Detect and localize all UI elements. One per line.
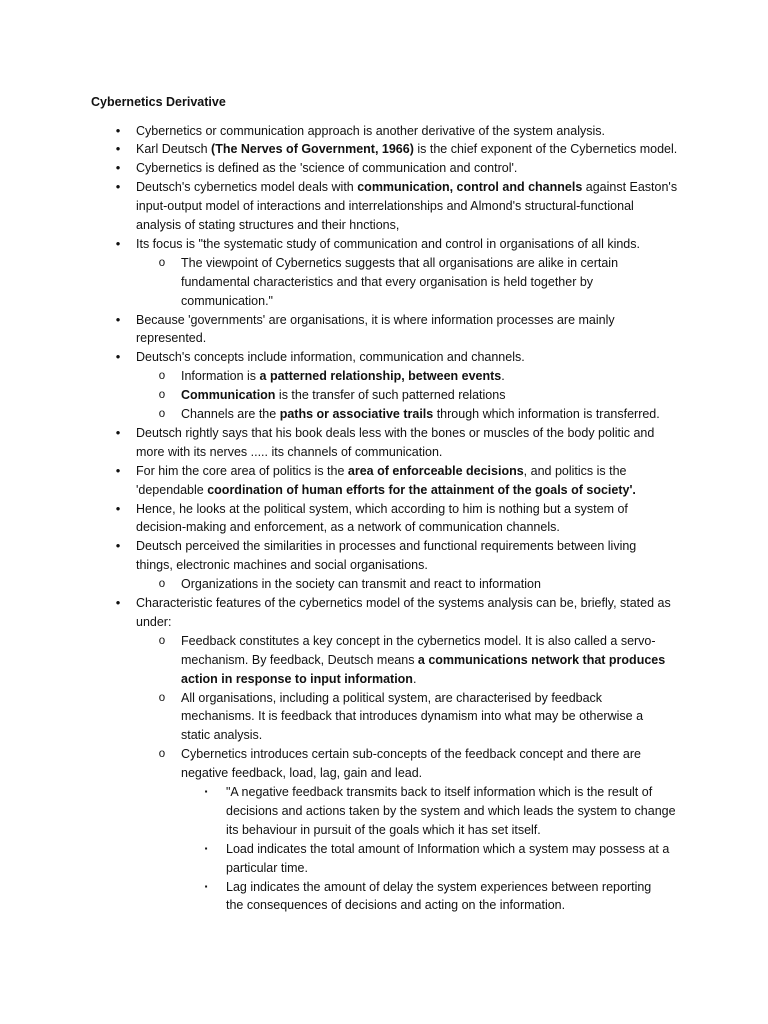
text-line	[136, 594, 671, 612]
list-marker: o	[158, 748, 166, 760]
bold-text: (The Nerves of Government, 1966)	[211, 142, 414, 156]
list-marker: •	[115, 538, 121, 553]
text-run: Cybernetics is defined as the 'science of communication and control'.	[136, 161, 518, 175]
bold-text: coordination of human efforts for the attainment of the goals of society'.	[207, 483, 636, 497]
text-line	[136, 443, 442, 461]
text-line	[136, 481, 636, 499]
list-marker: o	[158, 408, 166, 420]
text-run: mechanism. By feedback, Deutsch means	[181, 653, 418, 667]
list-marker: o	[158, 389, 166, 401]
list-marker: o	[158, 578, 166, 590]
text-line	[181, 575, 541, 593]
text-run: Organizations in the society can transmit and react to information	[181, 577, 541, 591]
text-run: Characteristic features of the cybernetics model of the systems analysis can be, briefly, stated as	[136, 596, 671, 610]
text-line	[181, 726, 262, 744]
text-run: Deutsch rightly says that his book deals less with the bones or muscles of the body politic and	[136, 426, 655, 440]
text-run: decisions and actions taken by the system and which leads the system to change	[226, 804, 676, 818]
text-run: Information is	[181, 369, 260, 383]
text-run: Because 'governments' are organisations, it is where information processes are mainly	[136, 313, 615, 327]
bold-text: Communication	[181, 388, 276, 402]
text-line	[181, 292, 273, 310]
text-run: under:	[136, 615, 172, 629]
text-line	[136, 556, 428, 574]
text-line	[226, 878, 651, 896]
text-line	[226, 859, 308, 877]
text-run: things, electronic machines and social organisations.	[136, 558, 428, 572]
text-line	[136, 613, 171, 631]
list-marker: •	[115, 160, 121, 175]
text-run: Deutsch perceived the similarities in processes and functional requirements between living	[136, 539, 637, 553]
text-line	[136, 500, 628, 518]
text-run: Its focus is "the systematic study of communication and control in organisations of all kinds.	[136, 237, 640, 251]
list-marker: •	[115, 501, 121, 516]
text-run: represented.	[136, 331, 207, 345]
text-line	[136, 537, 636, 555]
text-run: analysis of stating structures and their hnctions,	[136, 218, 400, 232]
text-line	[181, 632, 656, 650]
list-marker: •	[115, 595, 121, 610]
list-marker: •	[115, 236, 121, 251]
text-run: input-output model of interactions and interrelationships and Almond's structural-functional	[136, 199, 634, 213]
text-line	[136, 462, 627, 480]
list-marker: •	[115, 123, 121, 138]
bold-text: communication, control and channels	[357, 180, 583, 194]
bold-text: paths or associative trails	[279, 407, 434, 421]
text-line	[181, 254, 618, 272]
text-run: The viewpoint of Cybernetics suggests that all organisations are alike in certain	[181, 256, 619, 270]
text-line	[136, 348, 525, 366]
text-run: Cybernetics or communication approach is another derivative of the system analysis.	[136, 124, 605, 138]
text-line	[181, 707, 643, 725]
bold-text: action in response to input information	[181, 672, 413, 686]
text-line	[226, 840, 669, 858]
list-marker: o	[158, 692, 166, 704]
text-line	[181, 386, 505, 404]
text-run: Feedback constitutes a key concept in the cybernetics model. It is also called a servo-	[181, 634, 656, 648]
list-marker: •	[115, 425, 121, 440]
text-run: its behaviour in pursuit of the goals which it has set itself.	[226, 823, 541, 837]
list-marker: ▪	[204, 787, 208, 796]
list-marker: o	[158, 257, 166, 269]
text-line	[136, 518, 560, 536]
document-title: Cybernetics Derivative	[91, 95, 226, 109]
text-run: Karl Deutsch	[136, 142, 212, 156]
text-run: decision-making and enforcement, as a network of communication channels.	[136, 520, 560, 534]
text-line	[226, 802, 676, 820]
text-run: negative feedback, load, lag, gain and lead.	[181, 766, 423, 780]
text-run: For him the core area of politics is the	[136, 464, 348, 478]
list-marker: •	[115, 312, 121, 327]
text-run: against Easton's	[582, 180, 678, 194]
text-run: communication."	[181, 294, 273, 308]
text-run: static analysis.	[181, 728, 263, 742]
text-line	[226, 783, 652, 801]
text-line	[136, 122, 605, 140]
list-marker: •	[115, 141, 121, 156]
text-run: is the transfer of such patterned relations	[275, 388, 506, 402]
text-run: All organisations, including a political system, are characterised by feedback	[181, 691, 603, 705]
text-run: .	[501, 369, 505, 383]
text-line	[136, 178, 677, 196]
list-marker: ▪	[204, 844, 208, 853]
text-run: "A negative feedback transmits back to itself information which is the result of	[226, 785, 653, 799]
text-run: is the chief exponent of the Cybernetics model.	[413, 142, 678, 156]
text-run: Deutsch's cybernetics model deals with	[136, 180, 358, 194]
text-run: 'dependable	[136, 483, 208, 497]
text-run: particular time.	[226, 861, 308, 875]
list-marker: o	[158, 370, 166, 382]
text-run: through which information is transferred.	[433, 407, 660, 421]
list-marker: •	[115, 349, 121, 364]
text-line	[136, 235, 640, 253]
text-line	[136, 159, 517, 177]
text-line	[181, 367, 505, 385]
text-run: mechanisms. It is feedback that introduces dynamism into what may be otherwise a	[181, 709, 644, 723]
text-line	[136, 311, 615, 329]
text-run: fundamental characteristics and that every organisation is held together by	[181, 275, 594, 289]
text-line	[136, 329, 206, 347]
text-line	[226, 821, 541, 839]
bold-text: a communications network that produces	[417, 653, 666, 667]
text-run: Channels are the	[181, 407, 280, 421]
text-line	[136, 197, 634, 215]
text-line	[181, 689, 602, 707]
text-run: Cybernetics introduces certain sub-concepts of the feedback concept and there are	[181, 747, 641, 761]
text-run: Lag indicates the amount of delay the system experiences between reporting	[226, 880, 652, 894]
bold-text: area of enforceable decisions	[347, 464, 524, 478]
text-run: more with its nerves ..... its channels of communication.	[136, 445, 443, 459]
list-marker: •	[115, 463, 121, 478]
text-run: the consequences of decisions and acting on the information.	[226, 898, 566, 912]
text-run: Hence, he looks at the political system, which according to him is nothing but a system of	[136, 502, 628, 516]
text-run: Load indicates the total amount of Information which a system may possess at a	[226, 842, 670, 856]
text-run: .	[412, 672, 417, 686]
text-line	[181, 764, 422, 782]
bold-text: a patterned relationship, between events	[259, 369, 502, 383]
list-marker: •	[115, 179, 121, 194]
text-line	[181, 670, 416, 688]
text-line	[181, 745, 641, 763]
text-line	[181, 405, 660, 423]
text-line	[136, 216, 399, 234]
list-marker: o	[158, 635, 166, 647]
text-line	[136, 140, 677, 158]
text-line	[181, 651, 665, 669]
text-run: Deutsch's concepts include information, communication and channels.	[136, 350, 525, 364]
list-marker: ▪	[204, 882, 208, 891]
text-line	[181, 273, 593, 291]
text-line	[226, 896, 565, 914]
text-line	[136, 424, 654, 442]
text-run: , and politics is the	[523, 464, 627, 478]
